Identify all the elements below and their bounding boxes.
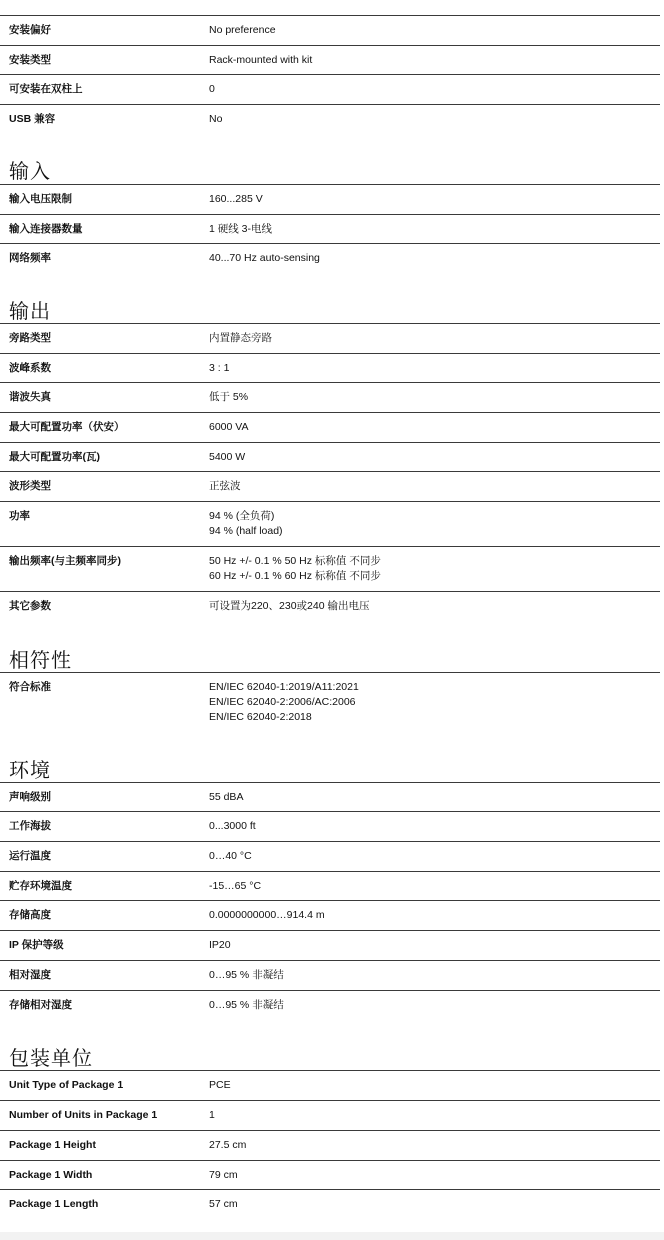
spec-value-line: 94 % (全负荷) [209,510,275,522]
spec-row [0,841,660,871]
spec-value-line: 正弦波 [209,480,241,492]
spec-label: 符合标准 [9,681,51,693]
spec-value [209,790,243,805]
spec-value-line: 79 cm [209,1169,238,1181]
spec-row [0,442,660,471]
spec-row [0,243,660,267]
spec-label: 波峰系数 [9,362,51,374]
section-heading: 相符性 [9,650,72,672]
spec-row [0,412,660,442]
spec-label: 相对湿度 [9,969,51,981]
spec-label: 最大可配置功率(瓦) [9,451,100,463]
spec-value-line: PCE [209,1079,231,1091]
spec-label: 谐波失真 [9,391,51,403]
spec-value [209,192,263,207]
spec-value [209,450,245,465]
spec-label: 其它参数 [9,600,51,612]
spec-value-line: 0...3000 ft [209,820,256,832]
spec-row [0,930,660,960]
spec-label: 旁路类型 [9,332,51,344]
spec-value-line: EN/IEC 62040-2:2018 [209,711,312,723]
spec-value-line: No [209,113,223,125]
spec-value [209,908,325,923]
spec-label: Package 1 Width [9,1169,93,1181]
spec-value-line: 可设置为220、230或240 输出电压 [209,600,370,612]
spec-label: 运行温度 [9,850,51,862]
spec-row [0,104,660,128]
spec-value-line: 0…95 % 非凝结 [209,969,284,981]
spec-row [0,990,660,1014]
spec-row [0,184,660,214]
spec-value [209,554,381,584]
spec-label: 输出频率(与主频率同步) [9,555,121,567]
spec-value [209,23,276,38]
spec-value-line: Rack-mounted with kit [209,54,313,66]
spec-label: 最大可配置功率（伏安） [9,421,125,433]
section-heading: 环境 [9,760,51,782]
spec-label: 功率 [9,510,30,522]
spec-value [209,361,229,376]
spec-row [0,1070,660,1100]
spec-value [209,479,241,494]
spec-row [0,1130,660,1160]
spec-value-line: 低于 5% [209,391,249,403]
spec-row [0,15,660,45]
spec-label: 声响级别 [9,791,51,803]
spec-value [209,1108,215,1123]
spec-row [0,871,660,900]
spec-row [0,353,660,382]
spec-value [209,998,284,1013]
spec-value [209,222,272,237]
spec-row [0,960,660,990]
spec-value-line: 6000 VA [209,421,249,433]
spec-value [209,112,222,127]
spec-row [0,811,660,841]
spec-value-line: 0…40 °C [209,850,252,862]
spec-value [209,82,215,97]
spec-value [209,680,359,725]
spec-value [209,1078,231,1093]
spec-value-line: IP20 [209,939,231,951]
spec-value [209,1197,238,1212]
spec-value-line: 3 : 1 [209,362,230,374]
spec-row [0,1189,660,1219]
spec-value [209,420,249,435]
spec-label: 安装类型 [9,54,51,66]
spec-value [209,849,252,864]
spec-value-line: 60 Hz +/- 0.1 % 60 Hz 标称值 不同步 [209,570,381,582]
spec-value [209,390,248,405]
spec-value-line: 160...285 V [209,193,263,205]
spec-value-line: 1 硬线 3-电线 [209,223,273,235]
spec-row [0,74,660,104]
spec-label: USB 兼容 [9,113,56,125]
spec-row [0,782,660,811]
spec-label: 存储相对湿度 [9,999,72,1011]
spec-row [0,672,660,723]
spec-row [0,591,660,615]
spec-value [209,509,283,539]
spec-value [209,819,256,834]
spec-row [0,471,660,501]
spec-label: Package 1 Height [9,1139,96,1151]
spec-row [0,323,660,353]
spec-label: 存储高度 [9,909,51,921]
spec-label: 输入电压限制 [9,193,72,205]
spec-label: 工作海拔 [9,820,51,832]
spec-value-line: -15…65 °C [209,880,262,892]
spec-value [209,53,312,68]
spec-label: 网络频率 [9,252,51,264]
spec-value [209,331,272,346]
spec-row [0,546,660,591]
spec-row [0,382,660,412]
spec-label: IP 保护等级 [9,939,64,951]
spec-value-line: 0 [209,83,215,95]
spec-value-line: EN/IEC 62040-2:2006/AC:2006 [209,696,356,708]
section-heading: 包装单位 [9,1048,93,1070]
spec-label: 贮存环境温度 [9,880,72,892]
spec-value-line: 5400 W [209,451,246,463]
spec-row [0,45,660,74]
spec-row [0,1100,660,1130]
spec-row [0,1160,660,1189]
spec-label: 输入连接器数量 [9,223,83,235]
spec-value-line: 0…95 % 非凝结 [209,999,284,1011]
spec-value-line: EN/IEC 62040-1:2019/A11:2021 [209,681,359,693]
page-bottom-band [0,1232,664,1240]
spec-label: Unit Type of Package 1 [9,1079,124,1091]
spec-value [209,879,261,894]
section-heading: 输入 [9,161,51,183]
spec-value-line: 1 [209,1109,215,1121]
spec-value-line: 94 % (half load) [209,525,283,537]
spec-value-line: 40...70 Hz auto-sensing [209,252,320,264]
spec-value-line: 57 cm [209,1198,238,1210]
spec-row [0,900,660,930]
spec-value [209,251,320,266]
spec-value [209,938,231,953]
spec-value [209,968,284,983]
spec-label: Number of Units in Package 1 [9,1109,158,1121]
spec-value [209,1138,246,1153]
spec-value-line: No preference [209,24,276,36]
spec-value [209,1168,238,1183]
spec-label: 可安装在双柱上 [9,83,83,95]
spec-label: 安装偏好 [9,24,51,36]
spec-value-line: 27.5 cm [209,1139,247,1151]
spec-value-line: 0.0000000000…914.4 m [209,909,325,921]
section-heading: 输出 [9,301,51,323]
spec-value-line: 55 dBA [209,791,244,803]
spec-value [209,599,369,614]
spec-label: Package 1 Length [9,1198,99,1210]
spec-row [0,214,660,243]
spec-label: 波形类型 [9,480,51,492]
spec-value-line: 50 Hz +/- 0.1 % 50 Hz 标称值 不同步 [209,555,381,567]
spec-value-line: 内置静态旁路 [209,332,272,344]
spec-row [0,501,660,546]
